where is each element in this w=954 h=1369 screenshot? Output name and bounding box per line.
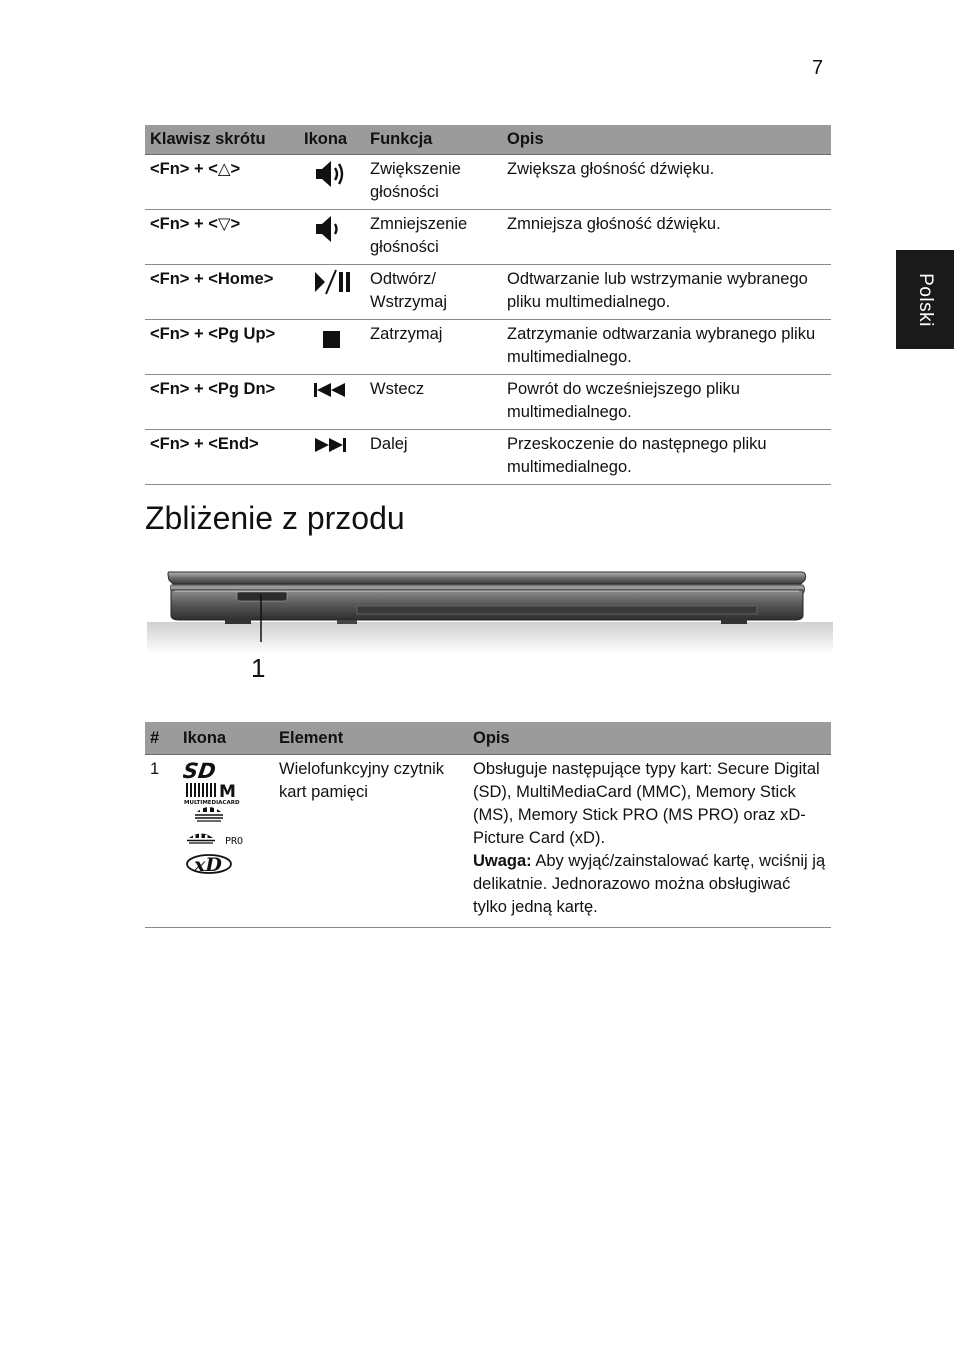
shortcut-function: Odtwórz/ Wstrzymaj [365,265,502,320]
volume-down-icon [314,213,350,245]
shortcut-function: Dalej [365,430,502,485]
header-icon: Ikona [299,125,365,155]
shortcut-description: Powrót do wcześniejszego pliku multimedialnego. [502,375,831,430]
item-description: Obsługuje następujące typy kart: Secure Digital (SD), MultiMediaCard (MMC), Memory Stick (MS), Memory Stick PRO (MS PRO) oraz xD-Picture Card (xD). [473,760,820,847]
laptop-front-view [145,560,835,690]
shortcut-description: Odtwarzanie lub wstrzymanie wybranego pliku multimedialnego. [502,265,831,320]
shortcut-description: Zmniejsza głośność dźwięku. [502,210,831,265]
play-pause-icon [312,268,352,296]
svg-text:M: M [219,782,236,802]
shortcut-key: <Fn> + <End> [145,430,299,485]
table-row [145,320,831,375]
shortcut-function: Wstecz [365,375,502,430]
card-reader-logos-icon [183,758,253,876]
header-num: # [145,722,178,755]
header-key: Klawisz skrótu [145,125,299,155]
callout-number: 1 [251,653,266,683]
header-element: Element [274,722,468,755]
xd-logo-icon: xD [194,854,222,876]
ms-pro-logo-icon: PRO [225,836,244,847]
table-row [145,155,831,210]
sd-logo-icon: SD [183,758,218,783]
note-text: Aby wyjąć/zainstalować kartę, wciśnij ją delikatnie. Jednorazowo można obsługiwać tylko jedną kartę. [473,852,826,916]
language-tab [896,250,954,349]
table-row [145,210,831,265]
section-title: Zbliżenie z przodu [145,500,405,536]
header-description: Opis [468,722,831,755]
header-description: Opis [502,125,831,155]
header-function: Funkcja [365,125,502,155]
table-row [145,265,831,320]
previous-track-icon [312,378,352,402]
shortcut-description: Zwiększa głośność dźwięku. [502,155,831,210]
shortcut-description: Zatrzymanie odtwarzania wybranego pliku multimedialnego. [502,320,831,375]
shortcut-table-header [145,125,831,155]
volume-up-icon [314,158,350,190]
item-element: Wielofunkcyjny czytnik kart pamięci [274,755,468,928]
item-number: 1 [145,755,178,928]
header-icon: Ikona [178,722,274,755]
front-view-table [145,722,831,928]
shortcut-description: Przeskoczenie do następnego pliku multimedialnego. [502,430,831,485]
page-number: 7 [812,57,824,79]
stop-icon [317,323,347,351]
mmc-logo-icon: MULTIMEDIACARD [184,800,240,806]
shortcut-key: <Fn> + <Pg Dn> [145,375,299,430]
shortcut-function: Zwiększenie głośności [365,155,502,210]
table-row [145,755,831,928]
front-table-header [145,722,831,755]
next-track-icon [312,433,352,457]
shortcut-table [145,125,831,485]
language-tab-label: Polski [915,272,936,327]
shortcut-function: Zmniejszenie głośności [365,210,502,265]
shortcut-key: <Fn> + <▽> [145,210,299,265]
table-row [145,430,831,485]
shortcut-key: <Fn> + <△> [145,155,299,210]
shortcut-key: <Fn> + <Pg Up> [145,320,299,375]
note-label: Uwaga: [473,852,532,870]
shortcut-key: <Fn> + <Home> [145,265,299,320]
item-description-cell [468,755,831,928]
table-row [145,375,831,430]
shortcut-function: Zatrzymaj [365,320,502,375]
